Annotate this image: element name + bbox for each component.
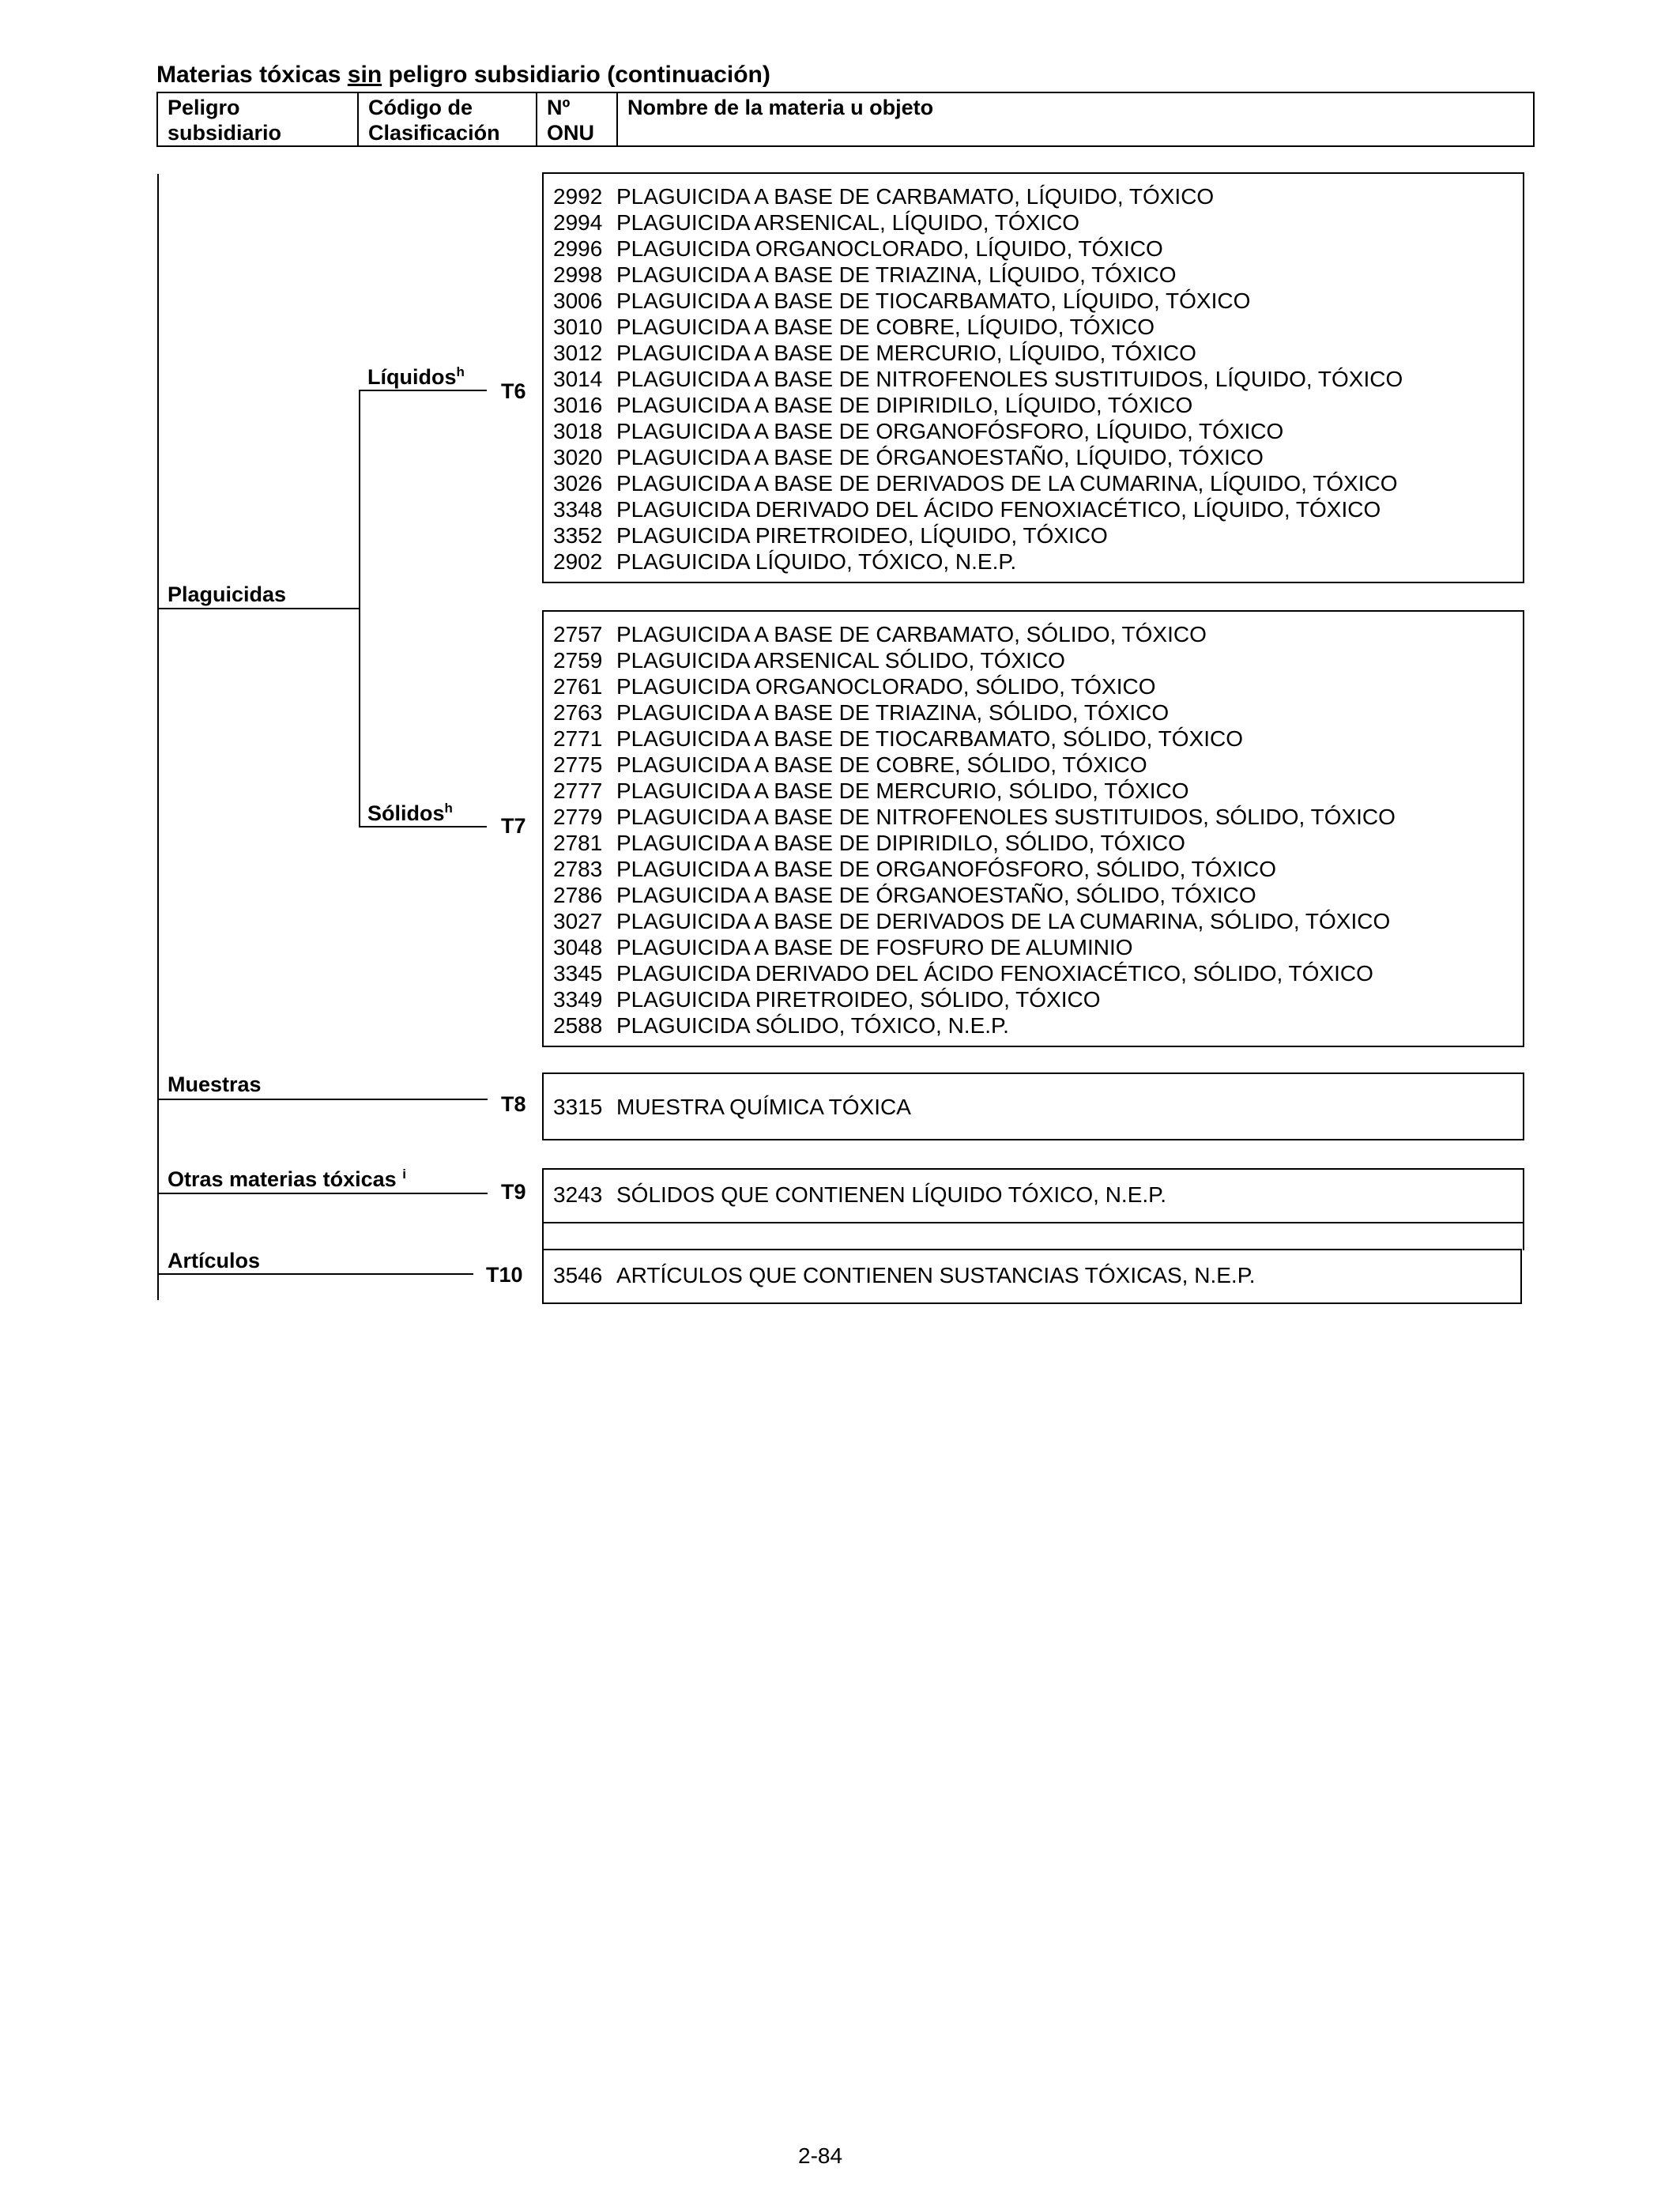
label-liquidos-note: h [456,364,465,379]
t6-un-number: 2996 [553,236,603,261]
t7-list-item [553,778,1396,804]
t8-item [553,1095,911,1120]
t6-un-number: 2998 [553,262,603,287]
t6-un-number: 3016 [553,393,603,417]
t7-substance-name: PLAGUICIDA A BASE DE ÓRGANOESTAÑO, SÓLIDO, TÓXICO [616,883,1256,907]
header-col1-line2: subsidiario [168,121,282,145]
t10-top-border-box [542,1222,1524,1250]
header-col2-line1: Código de [368,96,473,119]
t7-un-number: 3345 [553,961,603,986]
code-t6: T6 [501,379,526,403]
page-title [156,62,770,89]
t7-un-number: 3349 [553,987,603,1012]
t6-list-item [553,183,1403,209]
label-muestras [168,1072,262,1097]
t7-substance-list [553,621,1396,1039]
t7-un-number: 2777 [553,778,603,803]
header-col4: Nombre de la materia u objeto [627,96,934,119]
label-plaguicidas-text: Plaguicidas [168,582,287,606]
t6-substance-name: PLAGUICIDA A BASE DE COBRE, LÍQUIDO, TÓXICO [616,315,1155,339]
t8-substance-box [542,1072,1524,1140]
t7-list-item [553,986,1396,1012]
t10-item [553,1263,1256,1288]
tree-articulos-line [157,1273,473,1275]
t7-substance-list-box [542,610,1524,1047]
t6-substance-name: PLAGUICIDA A BASE DE MERCURIO, LÍQUIDO, TÓXICO [616,341,1196,365]
t6-un-number: 3348 [553,497,603,522]
label-articulos [168,1249,260,1273]
label-otras-text: Otras materias tóxicas [168,1167,397,1191]
t6-list-item [553,236,1403,262]
label-solidos-text: Sólidos [367,801,445,825]
t7-list-item [553,726,1396,752]
t7-substance-name: PLAGUICIDA PIRETROIDEO, SÓLIDO, TÓXICO [616,987,1101,1012]
tree-plaguicidas-branch-line [359,390,360,827]
t7-substance-name: PLAGUICIDA SÓLIDO, TÓXICO, N.E.P. [616,1013,1009,1038]
label-muestras-text: Muestras [168,1072,262,1096]
code-t8: T8 [501,1092,526,1116]
t7-un-number: 2779 [553,805,603,829]
t6-substance-list-box [542,172,1524,583]
page-number: 2-84 [798,2143,843,2168]
t10-name: ARTÍCULOS QUE CONTIENEN SUSTANCIAS TÓXICAS, N.E.P. [616,1263,1256,1287]
t7-list-item [553,752,1396,778]
t6-list-item [553,548,1403,575]
tree-solidos-line [359,826,487,827]
t6-substance-name: PLAGUICIDA PIRETROIDEO, LÍQUIDO, TÓXICO [616,523,1108,548]
t6-substance-name: PLAGUICIDA A BASE DE DERIVADOS DE LA CUMARINA, LÍQUIDO, TÓXICO [616,471,1398,496]
t10-un-number: 3546 [553,1263,603,1287]
t7-substance-name: PLAGUICIDA A BASE DE DERIVADOS DE LA CUMARINA, SÓLIDO, TÓXICO [616,909,1391,933]
t6-substance-name: PLAGUICIDA A BASE DE CARBAMATO, LÍQUIDO, TÓXICO [616,184,1215,209]
label-otras-note: i [402,1167,406,1182]
header-col3-line1: Nº [547,96,571,119]
t7-list-item [553,1012,1396,1039]
t7-un-number: 2783 [553,857,603,881]
t6-substance-name: PLAGUICIDA A BASE DE DIPIRIDILO, LÍQUIDO, TÓXICO [616,393,1193,417]
tree-otras-line [157,1193,488,1194]
t6-list-item [553,209,1403,236]
t7-un-number: 3048 [553,935,603,959]
t7-substance-name: PLAGUICIDA A BASE DE MERCURIO, SÓLIDO, TÓXICO [616,778,1189,803]
tree-plaguicidas-line [157,608,360,609]
tree-liquidos-line [359,390,487,391]
t6-substance-name: PLAGUICIDA A BASE DE ÓRGANOESTAÑO, LÍQUIDO, TÓXICO [616,445,1264,469]
t7-un-number: 2588 [553,1013,603,1038]
t6-un-number: 3026 [553,471,603,496]
t6-substance-name: PLAGUICIDA A BASE DE TIOCARBAMATO, LÍQUIDO, TÓXICO [616,288,1251,313]
t7-list-item [553,621,1396,647]
column-header-table [156,92,1535,147]
code-t10: T10 [486,1263,523,1287]
label-plaguicidas [168,582,286,607]
t7-un-number: 2763 [553,700,603,725]
t6-un-number: 3352 [553,523,603,548]
t6-list-item [553,444,1403,470]
t7-substance-name: PLAGUICIDA ARSENICAL SÓLIDO, TÓXICO [616,648,1065,673]
label-otras-materias [168,1167,406,1192]
t7-substance-name: PLAGUICIDA A BASE DE NITROFENOLES SUSTITUIDOS, SÓLIDO, TÓXICO [616,805,1396,829]
t7-list-item [553,934,1396,960]
t7-substance-name: PLAGUICIDA A BASE DE ORGANOFÓSFORO, SÓLIDO, TÓXICO [616,857,1277,881]
t6-list-item [553,470,1403,496]
t7-un-number: 2771 [553,726,603,751]
header-nombre-materia [618,93,1533,145]
t7-un-number: 3027 [553,909,603,933]
t7-list-item [553,647,1396,673]
t8-name: MUESTRA QUÍMICA TÓXICA [616,1095,911,1119]
code-t7: T7 [501,814,526,838]
t6-list-item [553,314,1403,340]
t7-list-item [553,908,1396,934]
t7-un-number: 2775 [553,752,603,777]
t6-list-item [553,418,1403,444]
t7-un-number: 2761 [553,674,603,699]
t6-un-number: 2992 [553,184,603,209]
t6-substance-name: PLAGUICIDA A BASE DE TRIAZINA, LÍQUIDO, TÓXICO [616,262,1177,287]
title-suffix: peligro subsidiario (continuación) [382,62,770,88]
label-solidos-note: h [444,801,453,816]
header-codigo-clasificacion [359,93,537,145]
t6-substance-name: PLAGUICIDA LÍQUIDO, TÓXICO, N.E.P. [616,549,1017,574]
t6-un-number: 3006 [553,288,603,313]
t6-list-item [553,340,1403,366]
t6-substance-name: PLAGUICIDA ARSENICAL, LÍQUIDO, TÓXICO [616,210,1080,235]
t7-substance-name: PLAGUICIDA A BASE DE CARBAMATO, SÓLIDO, TÓXICO [616,622,1207,647]
t6-list-item [553,366,1403,392]
t7-un-number: 2781 [553,831,603,855]
t6-list-item [553,392,1403,418]
t7-substance-name: PLAGUICIDA DERIVADO DEL ÁCIDO FENOXIACÉTICO, SÓLIDO, TÓXICO [616,961,1373,986]
t7-list-item [553,856,1396,882]
t7-un-number: 2786 [553,883,603,907]
t9-name: SÓLIDOS QUE CONTIENEN LÍQUIDO TÓXICO, N.E.P. [616,1182,1166,1207]
t7-substance-name: PLAGUICIDA A BASE DE FOSFURO DE ALUMINIO [616,935,1133,959]
t6-list-item [553,262,1403,288]
t6-substance-name: PLAGUICIDA ORGANOCLORADO, LÍQUIDO, TÓXICO [616,236,1163,261]
t8-un-number: 3315 [553,1095,603,1119]
tree-muestras-line [157,1099,488,1100]
t6-un-number: 3020 [553,445,603,469]
t7-list-item [553,699,1396,726]
t7-list-item [553,830,1396,856]
t6-un-number: 3018 [553,419,603,443]
label-liquidos [367,364,465,390]
header-peligro-subsidiario [158,93,359,145]
t7-substance-name: PLAGUICIDA A BASE DE TIOCARBAMATO, SÓLIDO, TÓXICO [616,726,1244,751]
t6-un-number: 2994 [553,210,603,235]
t6-list-item [553,522,1403,548]
t7-list-item [553,882,1396,908]
header-col1-line1: Peligro [168,96,240,119]
t7-list-item [553,673,1396,699]
t6-list-item [553,496,1403,522]
t9-substance-box [542,1168,1524,1223]
label-solidos [367,801,453,826]
t7-un-number: 2757 [553,622,603,647]
t7-un-number: 2759 [553,648,603,673]
header-col3-line2: ONU [547,121,594,145]
t7-substance-name: PLAGUICIDA ORGANOCLORADO, SÓLIDO, TÓXICO [616,674,1156,699]
t6-substance-name: PLAGUICIDA DERIVADO DEL ÁCIDO FENOXIACÉTICO, LÍQUIDO, TÓXICO [616,497,1381,522]
code-t9: T9 [501,1180,526,1204]
t7-substance-name: PLAGUICIDA A BASE DE COBRE, SÓLIDO, TÓXICO [616,752,1147,777]
title-underlined: sin [347,62,382,88]
t6-list-item [553,288,1403,314]
t7-substance-name: PLAGUICIDA A BASE DE TRIAZINA, SÓLIDO, TÓXICO [616,700,1170,725]
label-articulos-text: Artículos [168,1249,261,1272]
tree-main-vertical-line [157,174,159,1300]
t6-un-number: 2902 [553,549,603,574]
t7-substance-name: PLAGUICIDA A BASE DE DIPIRIDILO, SÓLIDO, TÓXICO [616,831,1185,855]
t6-substance-name: PLAGUICIDA A BASE DE NITROFENOLES SUSTITUIDOS, LÍQUIDO, TÓXICO [616,367,1403,391]
t7-list-item [553,804,1396,830]
header-numero-onu [537,93,618,145]
t6-substance-name: PLAGUICIDA A BASE DE ORGANOFÓSFORO, LÍQUIDO, TÓXICO [616,419,1284,443]
title-prefix: Materias tóxicas [156,62,348,88]
label-liquidos-text: Líquidos [367,365,457,389]
t6-un-number: 3010 [553,315,603,339]
t6-un-number: 3012 [553,341,603,365]
t9-un-number: 3243 [553,1182,603,1207]
t9-item [553,1182,1166,1208]
t6-un-number: 3014 [553,367,603,391]
header-col2-line2: Clasificación [368,121,500,145]
t7-list-item [553,960,1396,986]
t10-substance-box [542,1249,1522,1304]
t6-substance-list [553,183,1403,575]
